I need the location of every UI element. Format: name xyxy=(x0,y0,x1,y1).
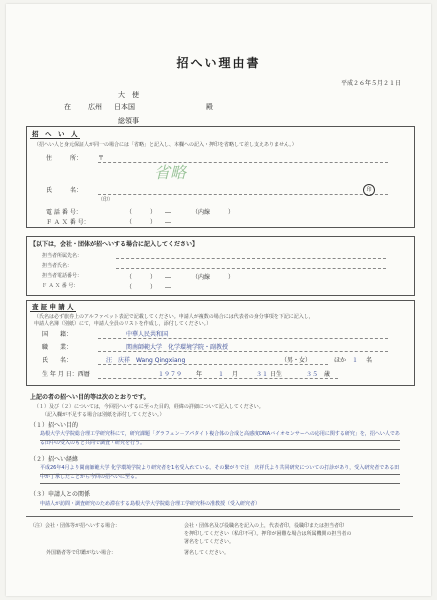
inviter-address-label: 住 所： xyxy=(46,155,83,162)
purpose-note-1: （１）及び（２）については，今回招へいするに至った目的，経緯の詳細について記入してください。 xyxy=(34,404,264,410)
inviter-fax-label: Ｆ Ａ Ｘ 番 号： xyxy=(46,219,90,226)
addressee-prefix: 在 xyxy=(64,103,71,111)
q2-line-1 xyxy=(40,474,400,475)
footer-foreign-text: 署名してください。 xyxy=(184,550,230,556)
addressee-line2: 総領事 xyxy=(118,117,139,125)
applicant-nationality-line xyxy=(98,338,388,339)
applicant-job-value: 関南師範大学 化学環境学院・副教授 xyxy=(126,344,229,351)
footer-note-text-1: 会社・団体名及び役職名を記入の上，代表者印，役職印または担当者印 xyxy=(184,523,345,529)
applicant-nationality-label: 国 籍： xyxy=(42,331,73,338)
inviter-name-line xyxy=(98,194,388,195)
addressee-suffix: 殿 xyxy=(206,103,213,111)
purpose-note-2: （記入欄が不足する場合は別紙を添付してください。） xyxy=(42,412,165,418)
applicant-others-unit: 名 xyxy=(366,357,373,364)
applicant-name-label: 氏 名： xyxy=(42,357,73,364)
company-person-label: 担当者氏名： xyxy=(42,263,73,269)
document-date: 平成２６年５月２１日 xyxy=(340,80,401,87)
purpose-q2-label: （２）招へい経緯 xyxy=(30,456,79,463)
inviter-phone-label: 電 話 番 号： xyxy=(46,209,82,216)
inviter-note: （招へい人と身元保証人が同一の場合には「省略」と記入し、本欄への記入・押印を省略して差し支えありません。） xyxy=(34,142,297,148)
applicant-gender: （男・女） xyxy=(281,357,312,364)
applicant-birth-day: ３１ xyxy=(256,371,269,378)
document-title: 招へい理由書 xyxy=(176,56,261,70)
inviter-phone-value: （ ） ― （内線 ） xyxy=(126,209,235,216)
omitted-stamp: 省略 xyxy=(154,163,187,182)
company-fax-label: Ｆ Ａ Ｘ 番 号： xyxy=(42,283,79,289)
applicant-birth-month: １ xyxy=(218,371,225,378)
company-phone-label: 担当者電話番号： xyxy=(42,273,83,279)
q2-line-2 xyxy=(40,483,400,484)
company-dept-line xyxy=(116,258,386,259)
seal-icon: 印 xyxy=(363,184,375,196)
purpose-q1-label: （１）招へい目的 xyxy=(30,422,79,429)
inviter-section-title: 招 へ い 人 xyxy=(32,130,78,138)
applicant-note-2: 申請人名簿（別紙）にて，申請人全員のリストを作成し，添付してください。） xyxy=(34,321,212,327)
inviter-fax-value: （ ） ― xyxy=(126,219,172,226)
applicant-age: ３５ xyxy=(306,371,319,378)
q1-line-1 xyxy=(40,440,400,441)
inviter-sub-label: （印） xyxy=(98,197,114,203)
footer-note-text-3: 署名をしてください。 xyxy=(184,539,235,545)
applicant-job-label: 職 業： xyxy=(42,344,73,351)
addressee-country: 日本国 xyxy=(114,103,135,111)
addressee-line1: 大 使 xyxy=(118,91,139,99)
applicant-others-value: １ xyxy=(352,357,359,364)
footer-divider xyxy=(26,516,413,517)
age-unit: 歳 xyxy=(324,371,331,378)
applicant-name-line xyxy=(98,364,328,365)
q3-line xyxy=(40,509,400,510)
company-section-title: 【以下は，会社・団体が招へいする場合に記入してください】 xyxy=(30,241,199,248)
footer-foreign-label: 外国籍者等で印鑑がない場合： xyxy=(46,550,117,556)
document-page xyxy=(6,4,431,596)
company-dept-label: 担当者所属先名： xyxy=(42,253,83,259)
inviter-address-line xyxy=(98,162,388,163)
purpose-q3-label: （３）申請人との関係 xyxy=(30,491,91,498)
applicant-name-value: 汪 庆祥 Wang Qingxiang xyxy=(106,357,186,364)
purpose-q3-text: 申請人が訪問・調査研究のため滞在する島根大学大学院総合理工学研究科の准教授（受入研究者） xyxy=(40,501,261,507)
inviter-name-label: 氏 名： xyxy=(46,187,83,194)
addressee-city: 広州 xyxy=(88,103,102,111)
applicant-nationality-value: 中華人民共和国 xyxy=(126,331,169,338)
inviter-address-value: 〒 xyxy=(98,155,105,162)
applicant-birth-year: １９７９ xyxy=(158,371,183,378)
footer-note-label: （注）会社・団体等が招へいする場合： xyxy=(30,523,121,529)
company-fax-value: （ ） ― xyxy=(126,284,172,291)
purpose-q1-text: 島根大学大学院総合理工学研究科にて，研究課題「グラフェン－アパタイト複合体の合成と高感度DNAバイオセンサーへの応用に関する研究」を，招へい人である田中の受入のもと共同で調査・研究を行う。 xyxy=(40,431,400,446)
applicant-note-1: （氏名は必ず旅券上のアルファベット表記で記載してください。申請人が複数の場合には代表者の身分事項を下記に記入し， xyxy=(34,314,314,320)
q1-line-2 xyxy=(40,449,400,450)
footer-note-text-2: を押印してください（私印不可）。押印が困難な場合は所属機関の担当者の xyxy=(184,531,352,537)
applicant-others-label: ほか xyxy=(334,357,347,364)
purpose-q2-text: 平成26年4月より閩南師範大学 化学環境学院より研究者を1名受入れている。その繋がりで汪 庆祥氏より共同研究についての打診があり，受入研究者である田中が了承したことから今回の招へいに至る。 xyxy=(40,465,400,480)
birth-day-unit: 日生 xyxy=(270,371,283,378)
purpose-intro: 上記の者の招へい目的等は次のとおりです。 xyxy=(30,394,150,401)
applicant-birth-line xyxy=(98,378,338,379)
birth-year-unit: 年 xyxy=(196,371,203,378)
birth-month-unit: 月 xyxy=(232,371,239,378)
company-person-line xyxy=(116,268,386,269)
applicant-job-line xyxy=(98,351,388,352)
applicant-section-title: 査 証 申 請 人 xyxy=(32,303,74,311)
applicant-birth-label: 生 年 月 日：西暦 xyxy=(42,371,90,378)
company-phone-value: （ ） ― （内線 ） xyxy=(126,274,235,281)
